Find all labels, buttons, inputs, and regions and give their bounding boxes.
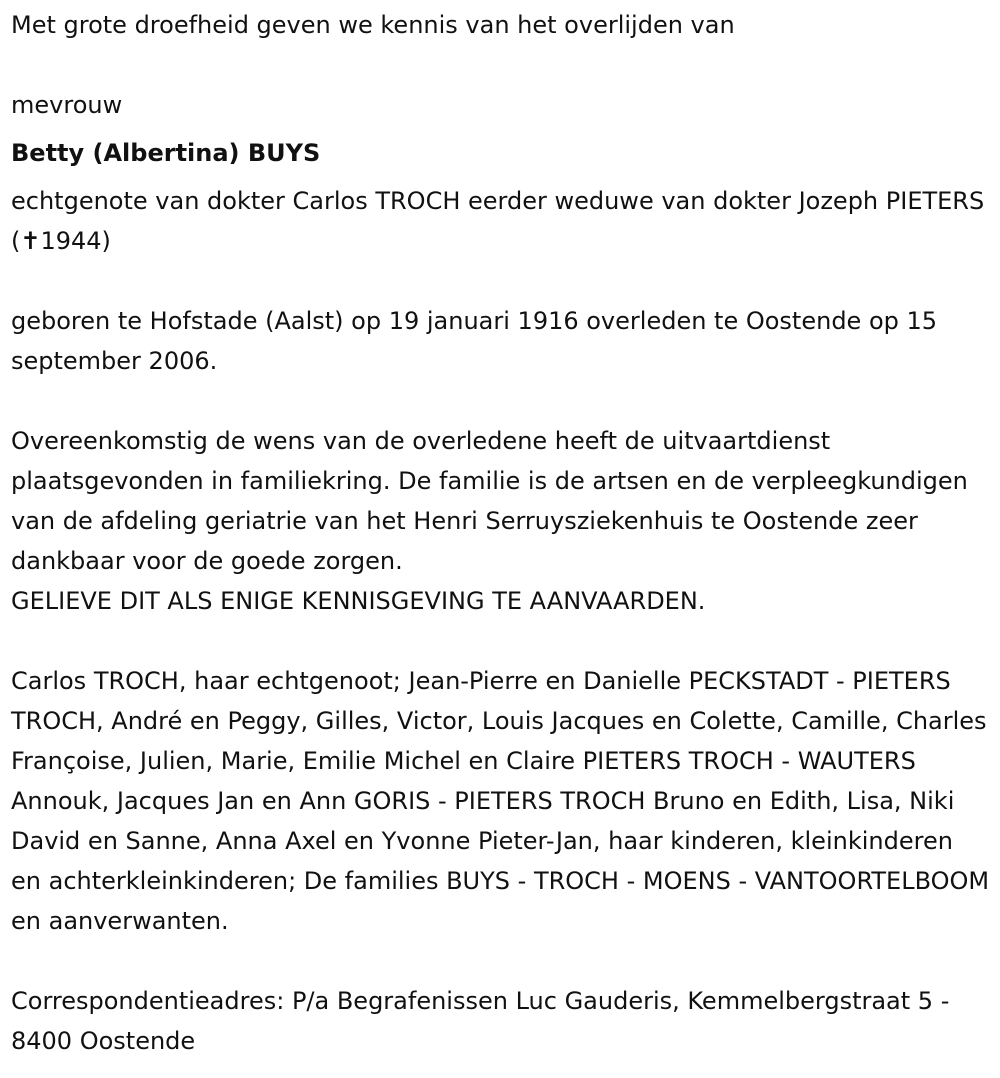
deceased-name: Betty (Albertina) BUYS xyxy=(11,139,321,167)
intro-text: Met grote droefheid geven we kennis van het overlijden van xyxy=(11,11,735,39)
message-text: Overeenkomstig de wens van de overledene heeft de uitvaartdienst plaatsgevonden in familiekring. De familie is de artsen en de verpleegkundigen van de afdeling geriatrie van het Henri Serruysziekenhuis te Oostende zeer dankbaar voor de goede zorgen. xyxy=(11,427,968,575)
spacer xyxy=(11,261,990,301)
spouse-text: echtgenote van dokter Carlos TROCH eerder weduwe van dokter Jozeph PIETERS (✝1944) xyxy=(11,187,985,255)
title-text: mevrouw xyxy=(11,91,123,119)
birth-death-text: geboren te Hofstade (Aalst) op 19 januari 1916 overleden te Oostende op 15 september 2006. xyxy=(11,307,938,375)
correspondence-text: Correspondentieadres: P/a Begrafenissen Luc Gauderis, Kemmelbergstraat 5 - 8400 Oostende xyxy=(11,987,950,1055)
spacer xyxy=(11,941,990,981)
family-text: Carlos TROCH, haar echtgenoot; Jean-Pierre en Danielle PECKSTADT - PIETERS TROCH, André en Peggy, Gilles, Victor, Louis Jacques en Colette, Camille, Charles Françoise, Julien, Marie, Emilie Michel en Claire PIETERS TROCH - WAUTERS Annouk, Jacques Jan en Ann GORIS - PIETERS TROCH Bruno en Edith, Lisa, Niki David en Sanne, Anna Axel en Yvonne Pieter-Jan, haar kinderen, kleinkinderen en achterkleinkinderen; De families BUYS - TROCH - MOENS - VANTOORTELBOOM en aanverwanten. xyxy=(11,667,990,935)
spacer xyxy=(11,173,990,181)
notice-text: GELIEVE DIT ALS ENIGE KENNISGEVING TE AANVAARDEN. xyxy=(11,587,706,615)
spacer xyxy=(11,621,990,661)
spacer xyxy=(11,45,990,85)
spacer xyxy=(11,381,990,421)
